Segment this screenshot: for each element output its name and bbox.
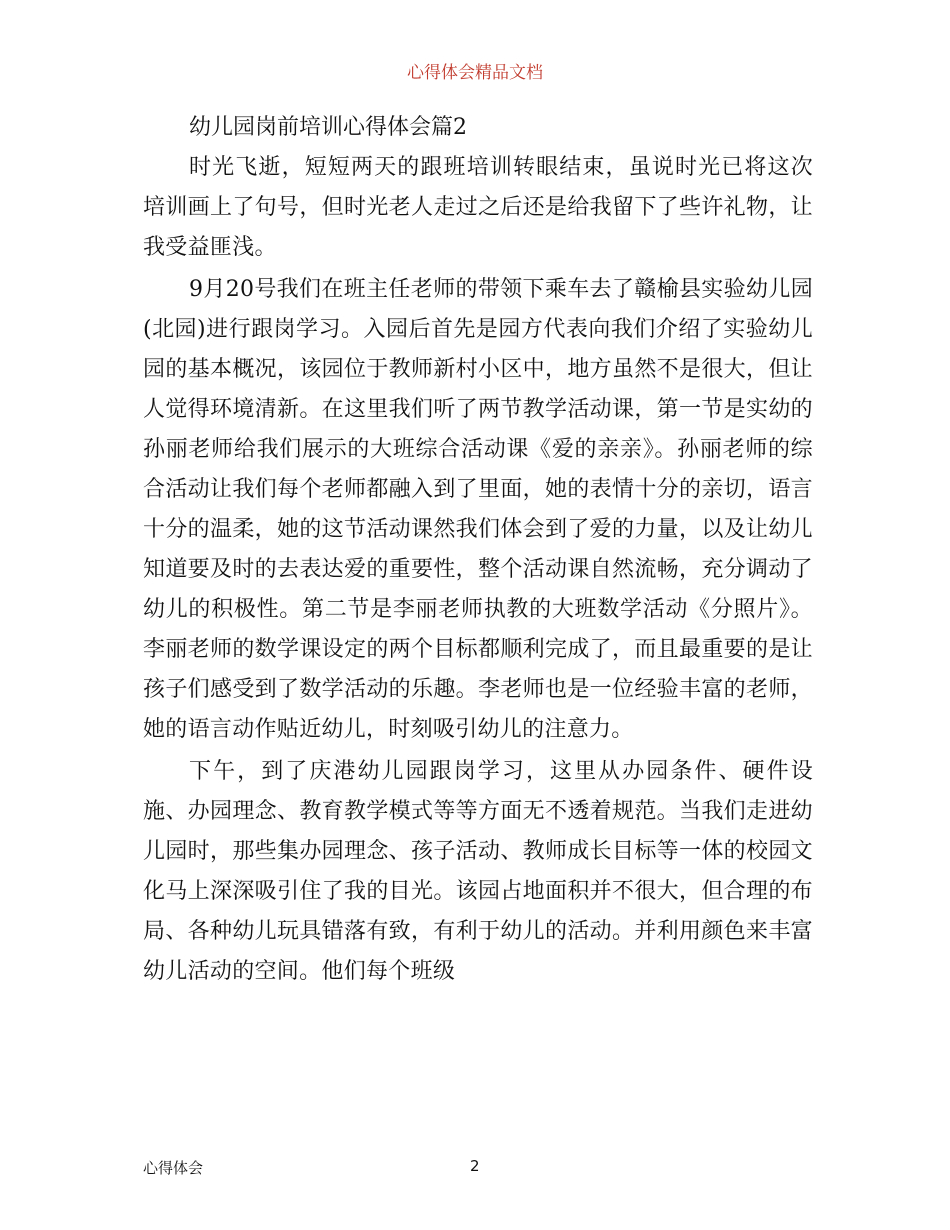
paragraph-3: 下午，到了庆港幼儿园跟岗学习，这里从办园条件、硬件设施、办园理念、教育教学模式等等方面无不透着规范。当我们走进幼儿园时，那些集办园理念、孩子活动、教师成长目标等一体的校园文化马上深深吸引住了我的目光。该园占地面积并不很大，但合理的布局、各种幼儿玩具错落有致，有利于幼儿的活动。并利用颜色来丰富幼儿活动的空间。他们每个班级 — [143, 759, 813, 984]
document-body — [143, 108, 813, 994]
paragraph-2: 9月20号我们在班主任老师的带领下乘车去了赣榆县实验幼儿园(北园)进行跟岗学习。入园后首先是园方代表向我们介绍了实验幼儿园的基本概况，该园位于教师新村小区中，地方虽然不是很大，但让人觉得环境清新。在这里我们听了两节教学活动课，第一节是实幼的孙丽老师给我们展示的大班综合活动课《爱的亲亲》。孙丽老师的综合活动让我们每个老师都融入到了里面，她的表情十分的亲切，语言十分的温柔，她的这节活动课然我们体会到了爱的力量，以及让幼儿知道要及时的去表达爱的重要性，整个活动课自然流畅，充分调动了幼儿的积极性。第二节是李丽老师执教的大班数学活动《分照片》。李丽老师的数学课设定的两个目标都顺利完成了，而且最重要的是让孩子们感受到了数学活动的乐趣。李老师也是一位经验丰富的老师，她的语言动作贴近幼儿，时刻吸引幼儿的注意力。 — [143, 277, 813, 742]
document-title: 幼儿园岗前培训心得体会篇2 — [189, 115, 467, 140]
page-number: 2 — [470, 1157, 480, 1175]
footer-label: 心得体会 — [143, 1159, 204, 1177]
document-header: 心得体会精品文档 — [407, 63, 543, 83]
paragraph-1: 时光飞逝，短短两天的跟班培训转眼结束，虽说时光已将这次培训画上了句号，但时光老人走过之后还是给我留下了些许礼物，让我受益匪浅。 — [143, 155, 813, 260]
